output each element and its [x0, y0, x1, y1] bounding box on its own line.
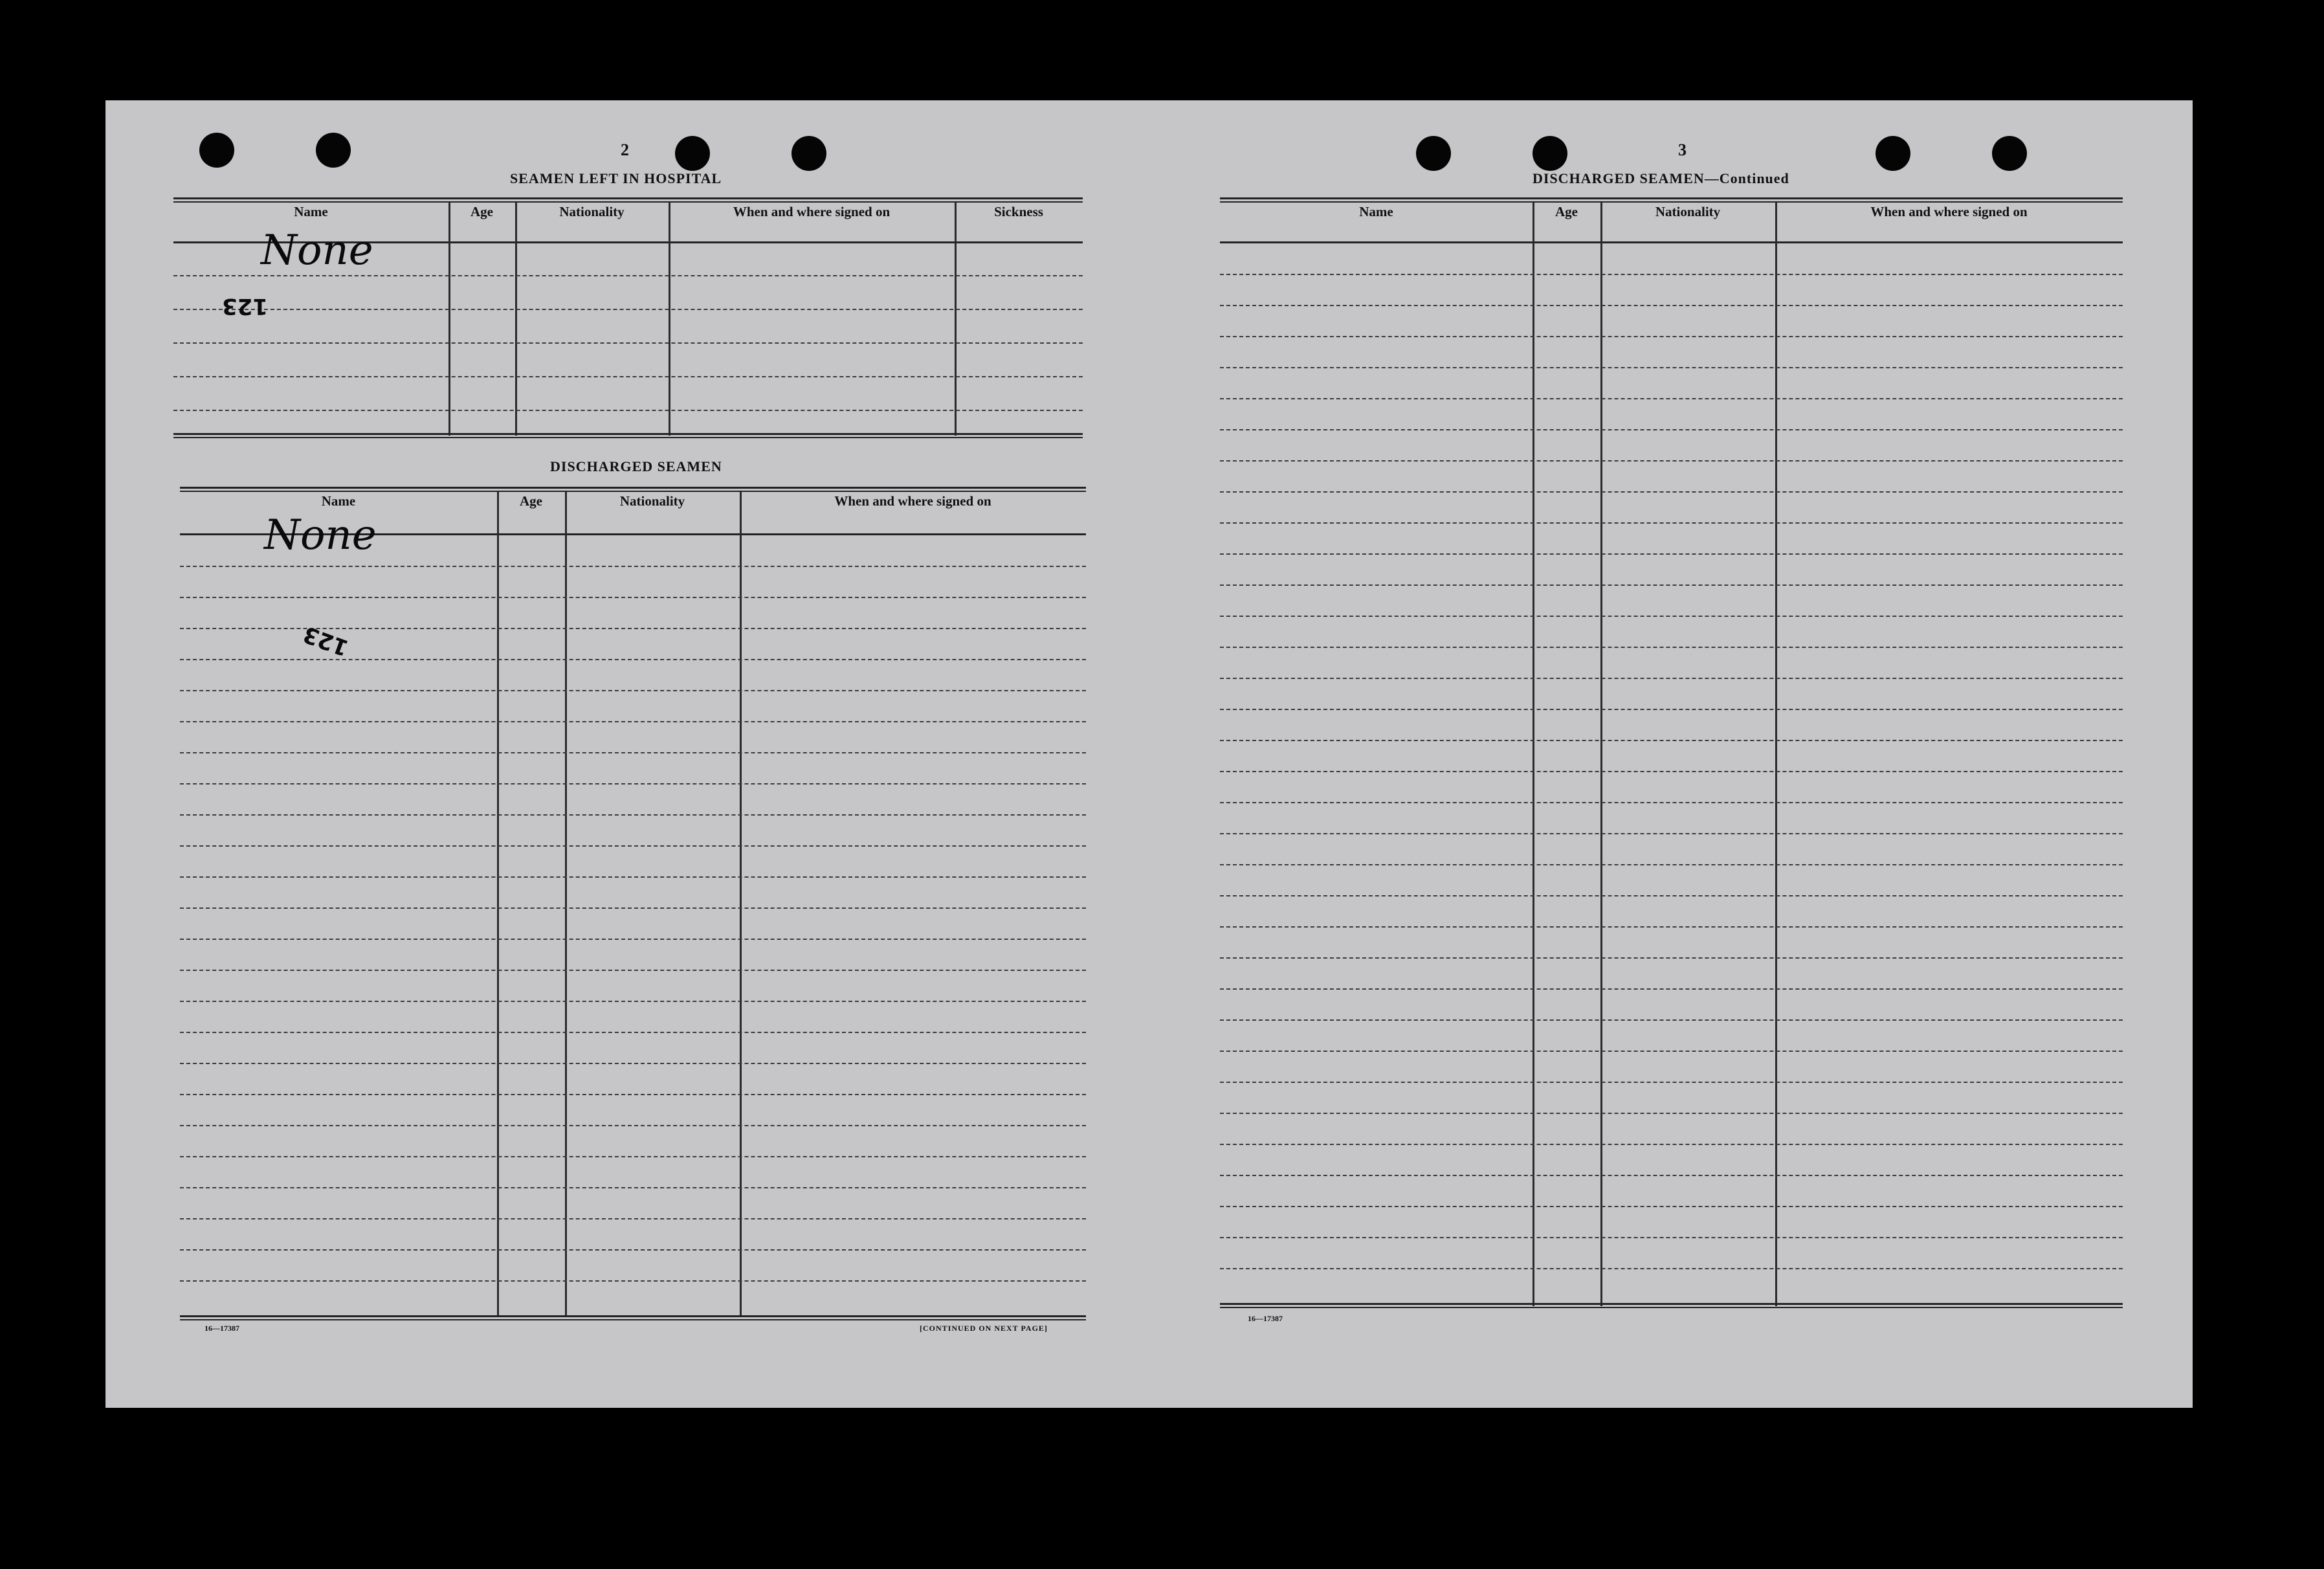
column-header-signed-on: When and where signed on: [1870, 204, 2028, 219]
discharged-continued-title: DISCHARGED SEAMEN—Continued: [1533, 170, 1789, 186]
punch-hole: [1876, 136, 1910, 171]
form-code-left: 16—17387: [205, 1324, 239, 1333]
discharged-section-title: DISCHARGED SEAMEN: [550, 458, 722, 474]
column-header-name: Name: [1359, 204, 1393, 219]
hospital-section-title: SEAMEN LEFT IN HOSPITAL: [510, 170, 722, 186]
column-header-age: Age: [470, 204, 493, 219]
punch-hole: [1533, 136, 1567, 171]
column-header-signed-on: When and where signed on: [834, 493, 991, 509]
punch-hole: [675, 136, 710, 171]
stamp-number-hospital: 123: [222, 293, 268, 319]
stamp-number-discharged: 123: [300, 621, 352, 661]
document-sheet: [105, 100, 2193, 1408]
column-header-nationality: Nationality: [559, 204, 625, 219]
column-header-age: Age: [1555, 204, 1578, 219]
column-header-sickness: Sickness: [994, 204, 1043, 219]
page-number-right: 3: [1678, 140, 1687, 159]
form-code-right: 16—17387: [1248, 1314, 1283, 1323]
punch-hole: [199, 133, 234, 168]
continued-note: [CONTINUED ON NEXT PAGE]: [920, 1324, 1048, 1333]
column-header-name: Name: [294, 204, 328, 219]
punch-hole: [1992, 136, 2027, 171]
column-header-nationality: Nationality: [619, 493, 685, 509]
column-header-signed-on: When and where signed on: [733, 204, 891, 219]
page-number-left: 2: [621, 140, 629, 159]
punch-hole: [316, 133, 351, 168]
discharged-table-right: [1220, 197, 2123, 1414]
column-header-name: Name: [321, 493, 356, 509]
handwritten-none-discharged: None: [264, 511, 377, 559]
punch-hole: [1416, 136, 1451, 171]
handwritten-none-hospital: None: [261, 227, 373, 274]
column-header-age: Age: [520, 493, 542, 509]
punch-hole: [791, 136, 826, 171]
column-header-nationality: Nationality: [1655, 204, 1721, 219]
